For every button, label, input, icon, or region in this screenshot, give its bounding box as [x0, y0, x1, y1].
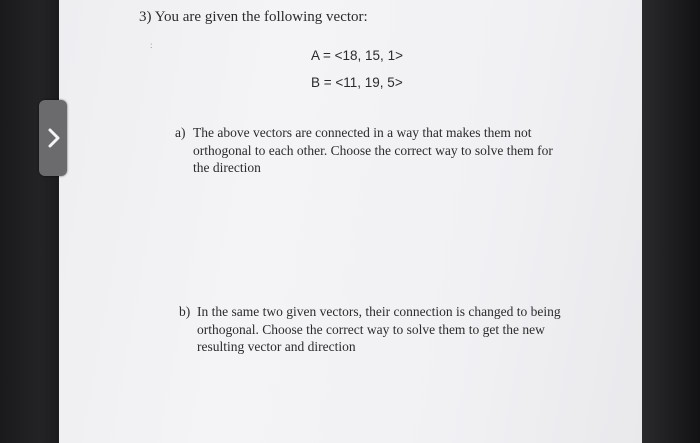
part-b-line: In the same two given vectors, their connection is changed to being [197, 304, 561, 319]
chevron-right-icon [47, 127, 61, 149]
part-a-line: orthogonal to each other. Choose the correct way to solve them for [193, 142, 553, 158]
part-b-label: b) [179, 304, 191, 319]
screen-bezel [642, 0, 700, 443]
part-b-line: resulting vector and direction [197, 339, 356, 354]
part-a-label: a) [175, 125, 186, 140]
part-a-text [193, 124, 553, 177]
vector-a: A = <18, 15, 1> [311, 48, 403, 63]
part-a-line: The above vectors are connected in a way that makes them not [193, 125, 532, 140]
sidebar-expand-tab[interactable] [39, 100, 67, 176]
part-a-line: the direction [193, 160, 261, 175]
part-b-line: orthogonal. Choose the correct way to solve them to get the new [197, 321, 545, 337]
part-b-text [197, 303, 561, 356]
vector-b: B = <11, 19, 5> [311, 75, 403, 90]
stray-mark: : [150, 40, 153, 50]
document-page [59, 0, 642, 443]
question-title: 3) You are given the following vector: [139, 9, 368, 25]
